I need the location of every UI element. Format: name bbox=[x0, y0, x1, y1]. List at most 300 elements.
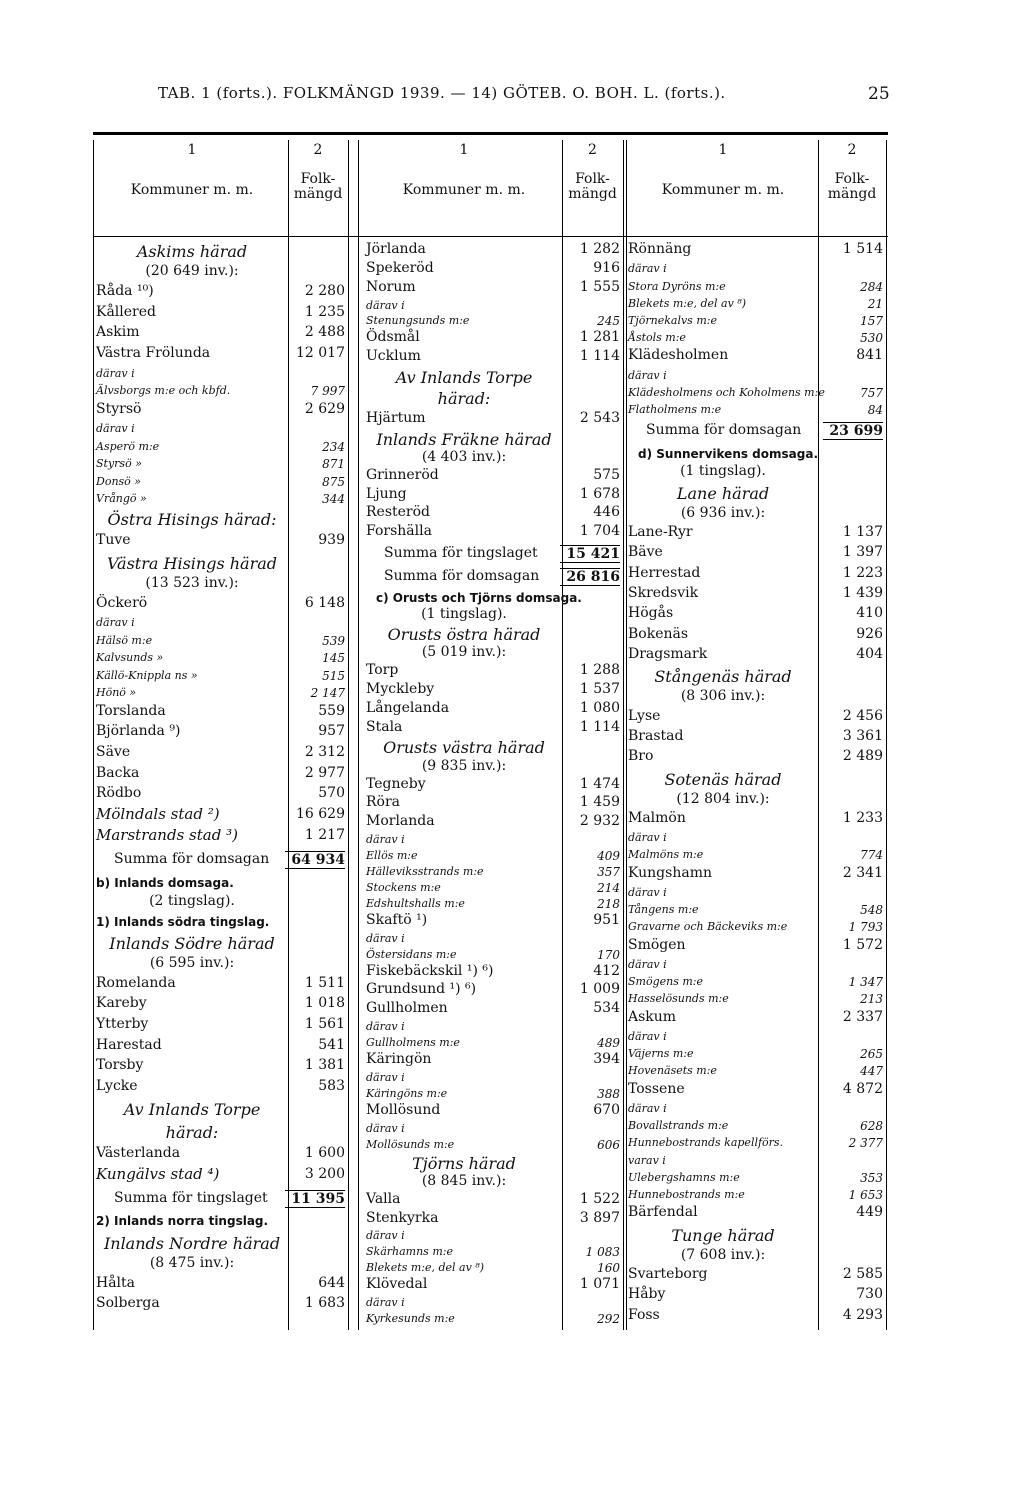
row-label: Rönnäng bbox=[628, 241, 692, 257]
sub-row bbox=[96, 633, 345, 649]
row-label: Herrestad bbox=[628, 564, 701, 581]
row-label: därav i bbox=[366, 931, 405, 945]
row-label: Tuve bbox=[96, 531, 131, 548]
row-value: 2 377 bbox=[848, 1136, 883, 1151]
row-value: 534 bbox=[593, 1000, 620, 1017]
row-label: Lane-Ryr bbox=[628, 523, 693, 540]
row-label: Grinneröd bbox=[366, 466, 439, 483]
table-row bbox=[96, 595, 345, 611]
sub-row bbox=[96, 474, 345, 490]
row-label: Kungshamn bbox=[628, 864, 712, 881]
sub-row bbox=[366, 832, 620, 848]
row-label: Hovenäsets m:e bbox=[628, 1064, 717, 1078]
table-row bbox=[96, 324, 345, 340]
row-value: 957 bbox=[318, 723, 345, 740]
row-label: Blekets m:e, del av ⁸) bbox=[366, 1261, 485, 1275]
row-value: 1 288 bbox=[579, 661, 620, 678]
table-row bbox=[96, 723, 345, 739]
row-value: 1 114 bbox=[579, 718, 620, 735]
row-value: 213 bbox=[860, 992, 883, 1007]
row-value: 449 bbox=[856, 1204, 883, 1221]
row-label: Smögen bbox=[628, 936, 686, 953]
row-label: Klädesholmens och Koholmens m:e bbox=[628, 386, 825, 400]
row-value: 3 200 bbox=[304, 1165, 345, 1182]
row-label: Torp bbox=[366, 661, 399, 678]
folk-label: Folk- bbox=[834, 171, 870, 187]
table-row bbox=[96, 345, 345, 361]
row-value: 2 585 bbox=[842, 1265, 883, 1282]
table-row bbox=[628, 810, 883, 826]
table-row bbox=[628, 605, 883, 621]
row-value: 16 629 bbox=[296, 805, 345, 822]
sub-row bbox=[628, 1046, 883, 1062]
row-label: Jörlanda bbox=[366, 241, 426, 257]
sub-row bbox=[366, 1260, 620, 1276]
row-label: Ödsmål bbox=[366, 329, 420, 346]
table-row bbox=[628, 1081, 883, 1097]
row-label: Harestad bbox=[96, 1036, 162, 1053]
table-row bbox=[96, 304, 345, 320]
row-label: Älvsborgs m:e och kbfd. bbox=[96, 384, 231, 398]
row-label: Hälleviksstrands m:e bbox=[366, 864, 484, 878]
table-row bbox=[366, 700, 620, 716]
row-value: 875 bbox=[322, 474, 345, 489]
row-label: Forshälla bbox=[366, 523, 432, 540]
row-value: 1 223 bbox=[842, 564, 883, 581]
table-row bbox=[366, 260, 620, 276]
row-value: 6 148 bbox=[304, 594, 345, 611]
row-label: Stora Dyröns m:e bbox=[628, 279, 726, 293]
row-value: 170 bbox=[597, 947, 620, 962]
table-row bbox=[366, 681, 620, 697]
table-row bbox=[96, 1037, 345, 1053]
row-value: 145 bbox=[322, 651, 345, 666]
district-heading: Sotenäs härad bbox=[664, 769, 782, 789]
sub-row bbox=[628, 902, 883, 918]
row-value: 11 395 bbox=[285, 1190, 345, 1208]
column-header-kommuner: Kommuner m. m. bbox=[661, 182, 785, 198]
table-row bbox=[628, 585, 883, 601]
table-row bbox=[628, 728, 883, 744]
district-heading: Askims härad bbox=[136, 242, 248, 261]
table-row bbox=[628, 524, 883, 540]
sub-row bbox=[366, 864, 620, 880]
column-number-2: 2 bbox=[847, 142, 857, 158]
row-value: 2 488 bbox=[304, 324, 345, 341]
column-number-2: 2 bbox=[313, 142, 323, 158]
row-value: 1 009 bbox=[579, 981, 620, 998]
sub-row bbox=[366, 931, 620, 947]
row-value: 1 793 bbox=[848, 920, 883, 935]
table-row bbox=[628, 1307, 883, 1323]
row-value: 1 537 bbox=[579, 680, 620, 697]
row-value: 265 bbox=[860, 1047, 883, 1062]
row-value: 1 347 bbox=[848, 975, 883, 990]
row-value: 214 bbox=[597, 880, 620, 895]
sum-row bbox=[96, 851, 345, 867]
row-value: 15 421 bbox=[560, 545, 620, 563]
row-label: Kareby bbox=[96, 995, 147, 1012]
row-value: 2 147 bbox=[310, 686, 345, 701]
sub-row bbox=[366, 896, 620, 912]
table-row bbox=[366, 981, 620, 997]
population-note: (5 019 inv.): bbox=[421, 644, 507, 661]
sub-row bbox=[628, 330, 883, 346]
mangd-label: mängd bbox=[293, 186, 343, 202]
row-label: Kållered bbox=[96, 303, 156, 320]
row-label: Kyrkesunds m:e bbox=[366, 1312, 455, 1326]
row-value: 12 017 bbox=[296, 344, 345, 361]
row-value: 2 543 bbox=[579, 409, 620, 426]
sum-row bbox=[366, 568, 620, 584]
sub-row bbox=[628, 279, 883, 295]
row-value: 3 361 bbox=[842, 727, 883, 744]
section-heading: c) Orusts och Tjörns domsaga. bbox=[376, 590, 582, 605]
row-label: Smögens m:e bbox=[628, 975, 704, 989]
district-heading: Västra Hisings härad bbox=[106, 553, 278, 573]
table-row bbox=[96, 765, 345, 781]
row-label: Östersidans m:e bbox=[366, 947, 457, 961]
row-label: därav i bbox=[628, 957, 667, 971]
table-row bbox=[96, 401, 345, 417]
row-label: Solberga bbox=[96, 1295, 160, 1312]
row-value: 292 bbox=[597, 1312, 620, 1327]
row-label: Dragsmark bbox=[628, 645, 708, 662]
population-note: (4 403 inv.): bbox=[421, 448, 507, 465]
district-heading: Inlands Nordre härad bbox=[103, 1233, 281, 1253]
row-value: 951 bbox=[593, 911, 620, 928]
table-row bbox=[628, 241, 883, 257]
row-label: Tegneby bbox=[366, 775, 426, 792]
table-row bbox=[96, 1166, 345, 1182]
row-label: Ucklum bbox=[366, 348, 421, 365]
row-value: 939 bbox=[318, 531, 345, 548]
page-header bbox=[0, 84, 1024, 112]
row-value: 1 381 bbox=[304, 1057, 345, 1074]
row-label: Högås bbox=[628, 605, 674, 622]
row-label: Röra bbox=[366, 794, 401, 811]
row-value: 730 bbox=[856, 1286, 883, 1303]
column-number-1: 1 bbox=[187, 142, 197, 158]
row-value: 1 522 bbox=[579, 1190, 620, 1207]
population-note: (20 649 inv.): bbox=[145, 263, 239, 280]
table-row bbox=[366, 776, 620, 792]
sum-row bbox=[96, 1190, 345, 1206]
population-note: (8 845 inv.): bbox=[421, 1172, 507, 1189]
row-label: Stockens m:e bbox=[366, 880, 441, 894]
sub-row bbox=[628, 1170, 883, 1186]
row-label: Ljung bbox=[366, 485, 407, 502]
row-label: Myckleby bbox=[366, 680, 435, 697]
row-value: 410 bbox=[856, 605, 883, 622]
row-label: Rödbo bbox=[96, 785, 142, 802]
sub-row bbox=[366, 1035, 620, 1051]
sub-row bbox=[628, 313, 883, 329]
row-value: 489 bbox=[597, 1036, 620, 1051]
table-row bbox=[366, 329, 620, 345]
row-label: Svarteborg bbox=[628, 1265, 708, 1282]
sub-row bbox=[366, 1244, 620, 1260]
sub-row bbox=[628, 1101, 883, 1117]
row-label: Björlanda ⁹) bbox=[96, 723, 181, 740]
sub-row bbox=[628, 1135, 883, 1151]
row-value: 1 678 bbox=[579, 485, 620, 502]
row-value: 412 bbox=[593, 962, 620, 979]
top-rule bbox=[93, 132, 888, 135]
row-value: 344 bbox=[322, 492, 345, 507]
row-label: därav i bbox=[628, 262, 667, 276]
table-row bbox=[628, 1009, 883, 1025]
row-value: 871 bbox=[322, 457, 345, 472]
table-row bbox=[366, 1102, 620, 1118]
row-value: 1 080 bbox=[579, 699, 620, 716]
district-heading: Östra Hisings härad: bbox=[107, 509, 277, 529]
table-row bbox=[366, 813, 620, 829]
table-row bbox=[96, 283, 345, 299]
table-row bbox=[96, 995, 345, 1011]
population-note: (13 523 inv.): bbox=[145, 574, 239, 591]
row-label: Backa bbox=[96, 764, 140, 781]
folk-label: Folk- bbox=[300, 171, 336, 187]
row-label: Hönö » bbox=[96, 686, 137, 700]
row-label: Väjerns m:e bbox=[628, 1047, 694, 1061]
mangd-label: mängd bbox=[827, 186, 877, 202]
row-label: Summa för tingslaget bbox=[384, 545, 538, 562]
row-value: 628 bbox=[860, 1119, 883, 1134]
row-label: Mollösunds m:e bbox=[366, 1137, 455, 1151]
row-label: Bro bbox=[628, 748, 654, 765]
section-heading: 2) Inlands norra tingslag. bbox=[96, 1214, 269, 1229]
row-label: Klädesholmen bbox=[628, 347, 729, 364]
row-label: Stenungsunds m:e bbox=[366, 314, 470, 328]
row-value: 4 872 bbox=[842, 1080, 883, 1097]
section-heading: 1) Inlands södra tingslag. bbox=[96, 914, 270, 929]
sub-row bbox=[628, 1153, 883, 1169]
row-value: 1 217 bbox=[304, 827, 345, 844]
row-value: 218 bbox=[597, 896, 620, 911]
table-row bbox=[366, 719, 620, 735]
row-value: 160 bbox=[597, 1261, 620, 1276]
row-value: 548 bbox=[860, 903, 883, 918]
row-value: 245 bbox=[597, 314, 620, 329]
row-value: 1 114 bbox=[579, 348, 620, 365]
sub-row bbox=[366, 313, 620, 329]
row-label: därav i bbox=[628, 885, 667, 899]
row-label: Resteröd bbox=[366, 504, 431, 521]
row-label: Gullholmens m:e bbox=[366, 1036, 460, 1050]
row-value: 1 018 bbox=[304, 995, 345, 1012]
row-label: Styrsö bbox=[96, 400, 142, 417]
row-label: Käringöns m:e bbox=[366, 1086, 448, 1100]
sub-row bbox=[96, 421, 345, 437]
population-note: (6 595 inv.): bbox=[149, 954, 235, 971]
row-label: Hälsö m:e bbox=[96, 633, 153, 647]
row-label: Hjärtum bbox=[366, 409, 426, 426]
row-value: 2 489 bbox=[842, 748, 883, 765]
row-label: Bovallstrands m:e bbox=[628, 1119, 729, 1133]
table-row bbox=[366, 504, 620, 520]
row-label: Gullholmen bbox=[366, 1000, 448, 1017]
sub-row bbox=[366, 880, 620, 896]
sub-row bbox=[96, 456, 345, 472]
sub-row bbox=[366, 848, 620, 864]
mangd-label: mängd bbox=[568, 186, 617, 202]
row-value: 21 bbox=[867, 296, 883, 311]
row-value: 446 bbox=[593, 504, 620, 521]
table-row bbox=[628, 1266, 883, 1282]
row-value: 757 bbox=[860, 386, 883, 401]
row-value: 234 bbox=[322, 439, 345, 454]
row-label: Säve bbox=[96, 743, 131, 760]
row-label: därav i bbox=[96, 422, 135, 436]
row-value: 2 337 bbox=[842, 1008, 883, 1025]
row-label: Askim bbox=[96, 324, 140, 341]
column-number-1: 1 bbox=[718, 142, 728, 158]
row-value: 570 bbox=[318, 785, 345, 802]
row-value: 2 456 bbox=[842, 707, 883, 724]
sub-row bbox=[366, 1311, 620, 1327]
column-header-kommuner: Kommuner m. m. bbox=[130, 182, 254, 198]
row-label: Lyse bbox=[628, 707, 661, 724]
table-row bbox=[96, 827, 345, 843]
population-note: (12 804 inv.): bbox=[676, 790, 770, 807]
population-note: (8 475 inv.): bbox=[149, 1254, 235, 1271]
sub-row bbox=[628, 974, 883, 990]
sub-row bbox=[366, 947, 620, 963]
district-heading: Av Inlands Torpe bbox=[395, 368, 533, 388]
header-rule bbox=[93, 236, 888, 237]
table-row bbox=[628, 626, 883, 642]
row-value: 916 bbox=[593, 259, 620, 276]
district-heading: Inlands Fräkne härad bbox=[376, 429, 552, 449]
row-value: 559 bbox=[318, 702, 345, 719]
row-label: Torsby bbox=[96, 1057, 144, 1074]
row-label: Summa för domsagan bbox=[646, 422, 802, 439]
table-row bbox=[366, 241, 620, 257]
row-label: Skaftö ¹) bbox=[366, 911, 428, 928]
row-value: 1 137 bbox=[842, 523, 883, 540]
row-value: 23 699 bbox=[823, 422, 883, 440]
column-divider bbox=[93, 140, 94, 1330]
table-row bbox=[628, 1204, 883, 1220]
row-label: Vrångö » bbox=[96, 492, 147, 506]
row-value: 26 816 bbox=[560, 568, 620, 586]
table-row bbox=[366, 467, 620, 483]
sub-row bbox=[628, 847, 883, 863]
population-note: (1 tingslag). bbox=[680, 463, 766, 480]
row-label: Skärhamns m:e bbox=[366, 1245, 453, 1259]
row-label: Torslanda bbox=[96, 702, 166, 719]
row-label: Tångens m:e bbox=[628, 903, 699, 917]
sub-row bbox=[96, 491, 345, 507]
table-row bbox=[628, 544, 883, 560]
row-label: Edshultshalls m:e bbox=[366, 896, 465, 910]
row-value: 1 572 bbox=[842, 936, 883, 953]
row-value: 1 281 bbox=[579, 329, 620, 346]
sub-row bbox=[628, 261, 883, 277]
district-heading: Tjörns härad bbox=[412, 1153, 516, 1173]
row-value: 1 233 bbox=[842, 809, 883, 826]
column-divider bbox=[623, 140, 624, 1330]
row-label: Hålta bbox=[96, 1274, 136, 1291]
row-label: därav i bbox=[96, 616, 135, 630]
row-value: 84 bbox=[867, 403, 883, 418]
table-row bbox=[366, 348, 620, 364]
row-label: Kalvsunds » bbox=[96, 651, 164, 665]
population-note: (7 608 inv.): bbox=[680, 1246, 766, 1263]
row-label: Håby bbox=[628, 1286, 666, 1303]
table-row bbox=[366, 1210, 620, 1226]
table-row bbox=[628, 347, 883, 363]
row-value: 2 629 bbox=[304, 400, 345, 417]
row-label: därav i bbox=[628, 831, 667, 845]
column-header-folkmangd bbox=[818, 172, 886, 202]
row-value: 3 897 bbox=[579, 1209, 620, 1226]
row-label: Kungälvs stad ⁴) bbox=[96, 1164, 220, 1183]
table-row bbox=[96, 1295, 345, 1311]
sum-row bbox=[366, 545, 620, 561]
column-header-folkmangd bbox=[562, 172, 623, 202]
table-row bbox=[628, 748, 883, 764]
row-label: därav i bbox=[366, 298, 405, 312]
sub-row bbox=[96, 383, 345, 399]
row-value: 1 511 bbox=[304, 974, 345, 991]
row-label: Blekets m:e, del av ⁸) bbox=[628, 296, 747, 310]
row-value: 1 282 bbox=[579, 241, 620, 257]
row-label: Malmöns m:e bbox=[628, 848, 704, 862]
column-number-1: 1 bbox=[459, 142, 469, 158]
column-divider bbox=[626, 140, 627, 1330]
sub-row bbox=[628, 991, 883, 1007]
row-label: Fiskebäckskil ¹) ⁶) bbox=[366, 962, 494, 979]
row-label: därav i bbox=[366, 1229, 405, 1243]
sub-row bbox=[366, 1137, 620, 1153]
sub-row bbox=[96, 366, 345, 382]
table-row bbox=[366, 963, 620, 979]
row-value: 1 683 bbox=[304, 1295, 345, 1312]
sub-row bbox=[366, 1086, 620, 1102]
row-value: 7 997 bbox=[310, 384, 345, 399]
sub-row bbox=[628, 368, 883, 384]
row-label: Hasselösunds m:e bbox=[628, 992, 729, 1006]
table-row bbox=[96, 744, 345, 760]
column-number-2: 2 bbox=[588, 142, 597, 158]
row-value: 1 561 bbox=[304, 1015, 345, 1032]
sub-row bbox=[628, 1063, 883, 1079]
row-value: 394 bbox=[593, 1051, 620, 1068]
table-row bbox=[96, 1016, 345, 1032]
column-header-kommuner: Kommuner m. m. bbox=[402, 182, 526, 198]
row-value: 1 653 bbox=[848, 1188, 883, 1203]
row-value: 2 341 bbox=[842, 864, 883, 881]
row-value: 357 bbox=[597, 864, 620, 879]
row-value: 409 bbox=[597, 849, 620, 864]
row-label: Käringön bbox=[366, 1051, 432, 1068]
sub-row bbox=[628, 1029, 883, 1045]
row-value: 606 bbox=[597, 1137, 620, 1152]
row-label: Bärfendal bbox=[628, 1204, 698, 1221]
sub-row bbox=[366, 1070, 620, 1086]
row-label: Summa för domsagan bbox=[114, 851, 270, 868]
row-value: 541 bbox=[318, 1036, 345, 1053]
district-heading: Av Inlands Torpe bbox=[123, 1099, 261, 1119]
row-value: 841 bbox=[856, 347, 883, 364]
sum-row bbox=[628, 422, 883, 438]
table-row bbox=[366, 662, 620, 678]
table-row bbox=[96, 1145, 345, 1161]
table-row bbox=[628, 1286, 883, 1302]
row-value: 926 bbox=[856, 625, 883, 642]
